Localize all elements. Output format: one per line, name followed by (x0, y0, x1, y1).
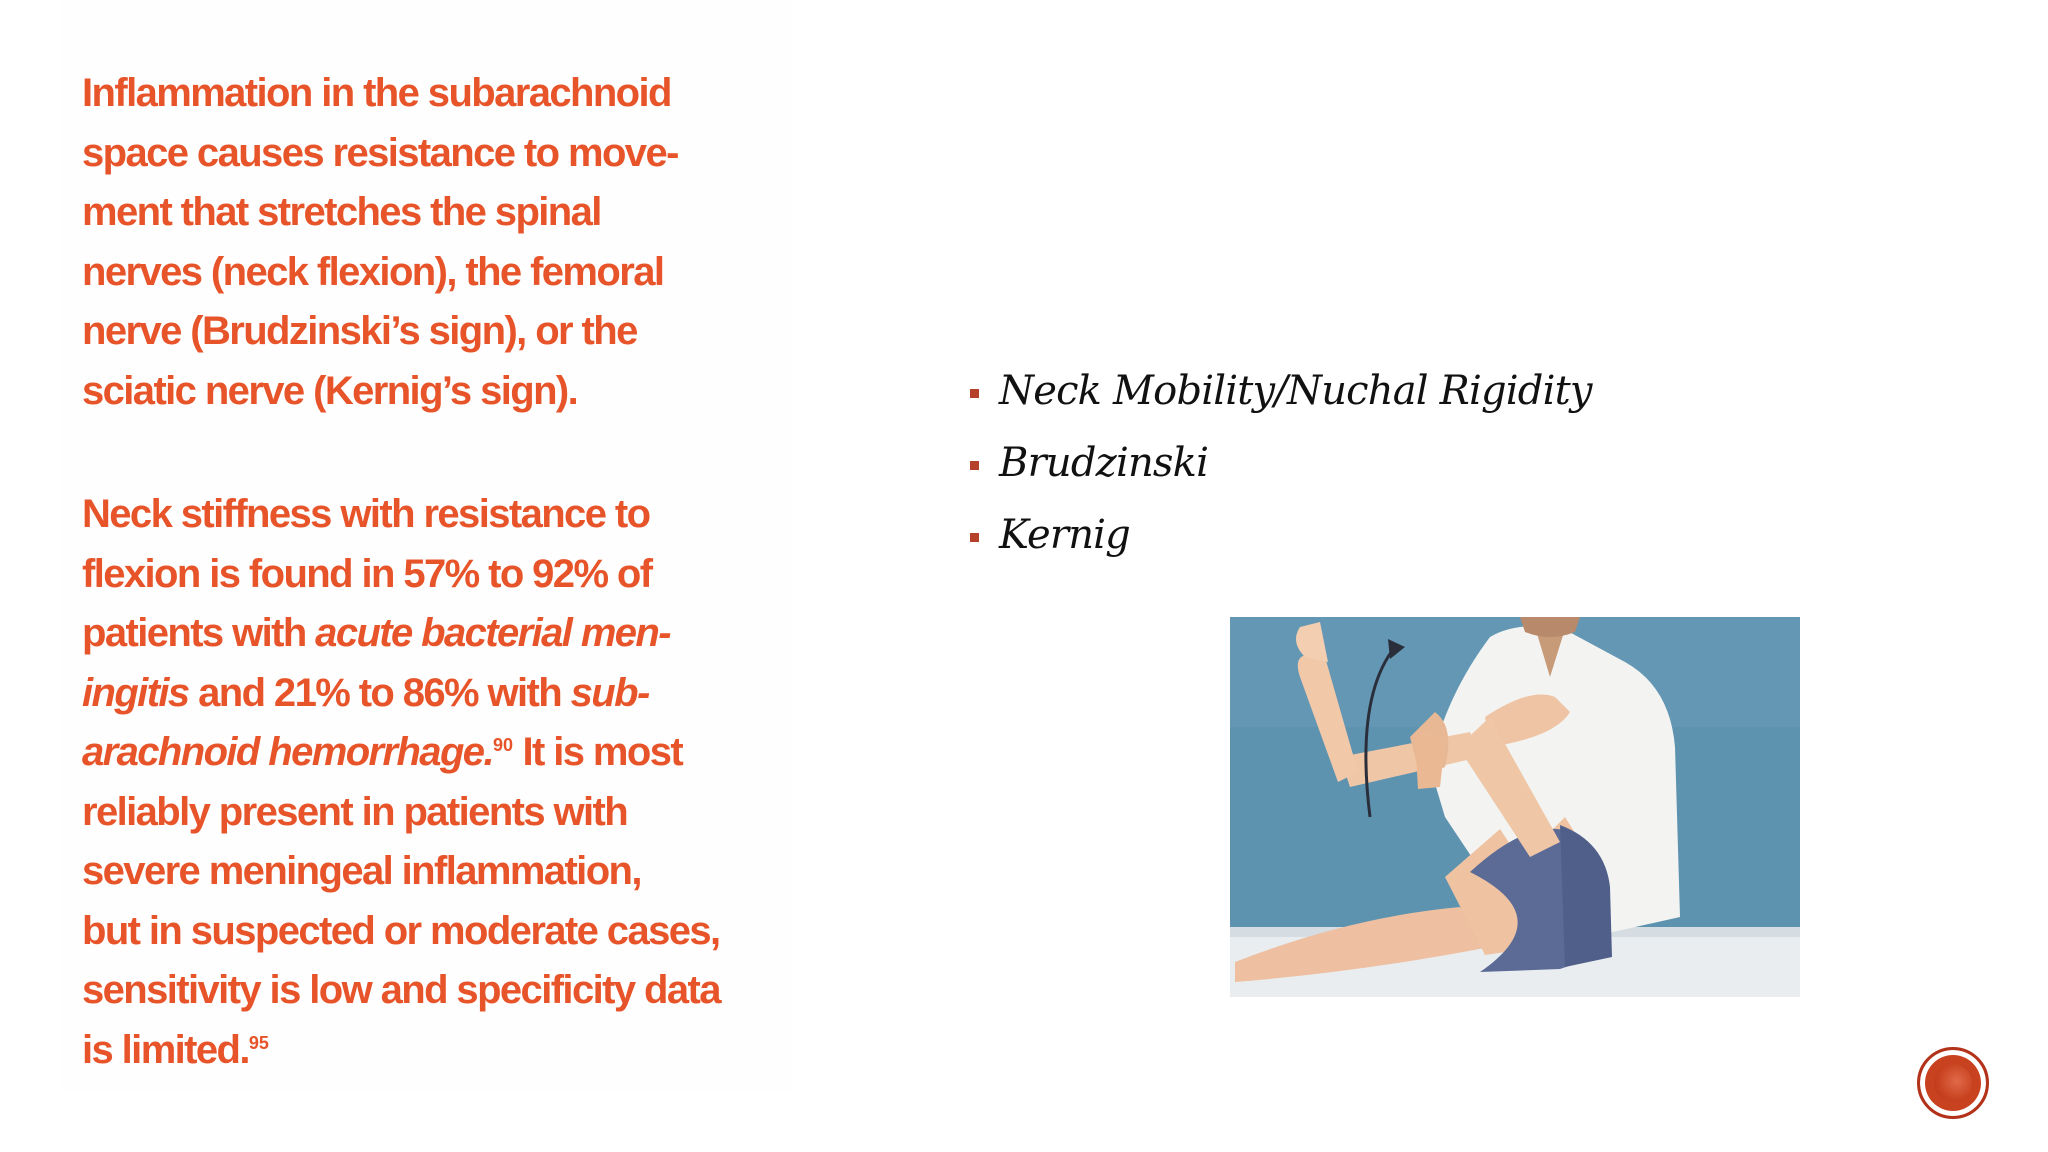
italic-term: sub- (570, 670, 649, 715)
text-line: but in suspected or moderate cases, (82, 908, 720, 953)
text-line: ment that stretches the spinal (82, 190, 601, 234)
bullet-list (970, 355, 1592, 571)
paragraph-neck-stiffness (82, 485, 802, 1080)
next-slide-circle-icon[interactable] (1917, 1047, 1989, 1119)
text-line: space causes resistance to move- (82, 130, 678, 175)
square-bullet-icon (970, 461, 979, 470)
square-bullet-icon (970, 389, 979, 398)
kernig-sign-photo (1230, 617, 1800, 997)
reference-superscript: 90 (492, 735, 513, 755)
text-line: nerves (neck flexion), the femoral (82, 249, 664, 294)
text-line: Neck stiffness with resistance to (82, 492, 650, 536)
text-line: sensitivity is low and specificity data (82, 968, 720, 1012)
italic-term: acute bacterial men- (315, 611, 670, 655)
bullet-item-brudzinski (970, 427, 1592, 499)
reference-superscript: 95 (248, 1032, 269, 1053)
text-line: Inflammation in the subarachnoid (82, 71, 671, 115)
text-line: flexion is found in 57% to 92% of (82, 551, 652, 596)
bullet-label: Brudzinski (999, 440, 1209, 486)
text-line: patients with (82, 611, 316, 655)
bullet-item-neck-mobility (970, 355, 1592, 427)
text-line: reliably present in patients with (82, 789, 628, 834)
text-line: is limited. (82, 1027, 249, 1072)
exam-illustration (1230, 617, 1800, 997)
text-line: severe meningeal inflammation, (82, 849, 641, 893)
text-line: sciatic nerve (Kernig’s sign). (82, 368, 578, 413)
bullet-label: Kernig (999, 512, 1130, 558)
bullet-item-kernig (970, 499, 1592, 571)
text-line: nerve (Brudzinski’s sign), or the (82, 309, 637, 353)
text-line: It is most (512, 730, 683, 774)
italic-term: ingitis (82, 670, 189, 715)
text-line: and 21% to 86% with (188, 670, 571, 715)
italic-term: arachnoid hemorrhage. (82, 730, 493, 774)
square-bullet-icon (970, 533, 979, 542)
bullet-label: Neck Mobility/Nuchal Rigidity (999, 368, 1592, 414)
paragraph-inflammation (82, 64, 802, 421)
